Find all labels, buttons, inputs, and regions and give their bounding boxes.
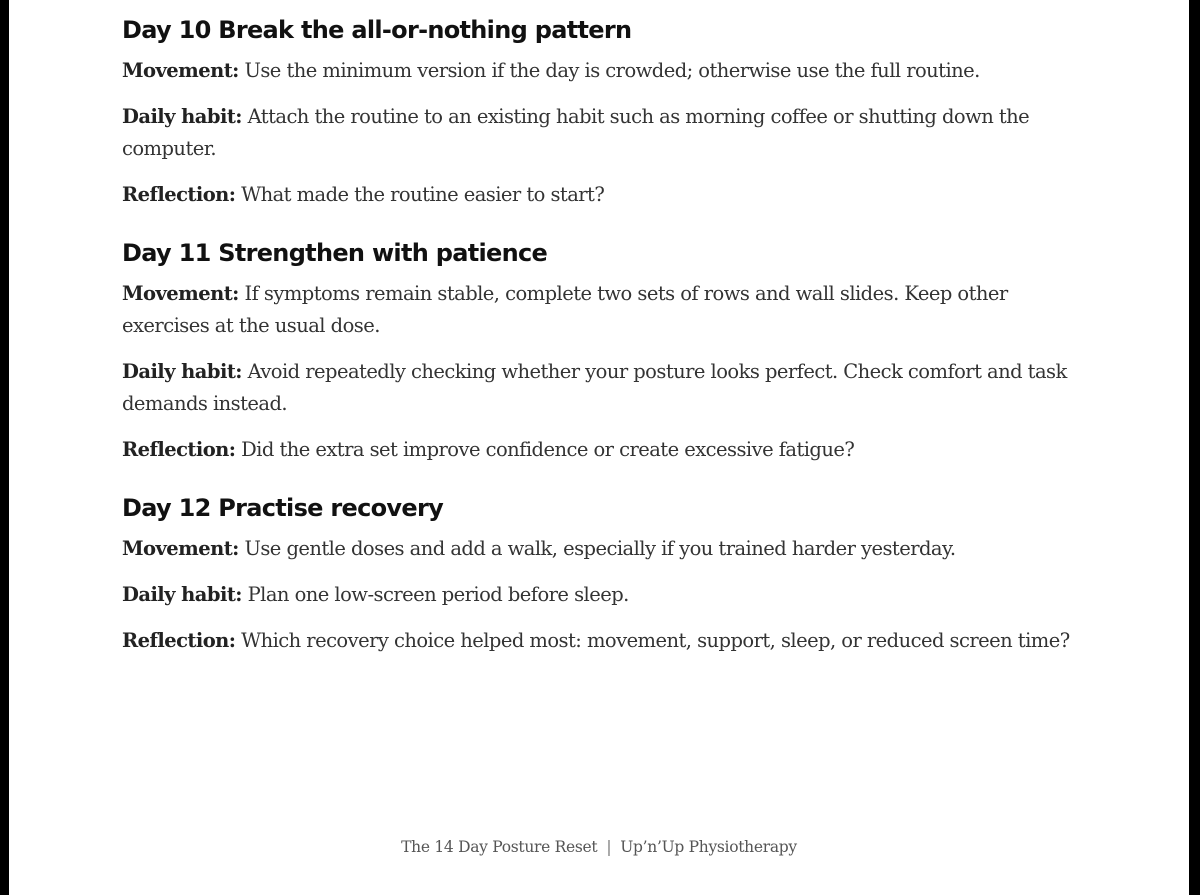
reflection-paragraph <box>122 179 1087 211</box>
reflection-label: Reflection: <box>122 438 236 461</box>
reflection-paragraph <box>122 434 1087 466</box>
reflection-paragraph <box>122 625 1087 657</box>
daily-habit-paragraph <box>122 101 1087 165</box>
reflection-label: Reflection: <box>122 629 236 652</box>
movement-paragraph <box>122 278 1087 342</box>
daily-habit-paragraph <box>122 579 1087 611</box>
footer-publisher: Up’n’Up Physiotherapy <box>620 838 797 856</box>
movement-paragraph <box>122 55 1087 87</box>
reflection-text: Did the extra set improve confidence or create excessive fatigue? <box>235 438 855 461</box>
movement-text: Use the minimum version if the day is crowded; otherwise use the full routine. <box>238 59 980 82</box>
daily-habit-label: Daily habit: <box>122 583 242 606</box>
footer-separator: | <box>606 838 612 856</box>
footer-title: The 14 Day Posture Reset <box>401 838 598 856</box>
daily-habit-text: Plan one low-screen period before sleep. <box>241 583 629 606</box>
movement-paragraph <box>122 533 1087 565</box>
day-12-section <box>122 486 1087 657</box>
reflection-label: Reflection: <box>122 183 236 206</box>
page-content <box>122 8 1087 671</box>
daily-habit-paragraph <box>122 356 1087 420</box>
movement-text: If symptoms remain stable, complete two sets of rows and wall slides. Keep other exercises at the usual dose. <box>122 282 1008 337</box>
page-footer <box>9 838 1189 856</box>
movement-text: Use gentle doses and add a walk, especially if you trained harder yesterday. <box>238 537 956 560</box>
movement-label: Movement: <box>122 282 239 305</box>
daily-habit-text: Avoid repeatedly checking whether your posture looks perfect. Check comfort and task demands instead. <box>122 360 1067 415</box>
day-heading: Day 11 Strengthen with patience <box>122 239 548 267</box>
day-heading: Day 12 Practise recovery <box>122 494 444 522</box>
daily-habit-label: Daily habit: <box>122 360 242 383</box>
reflection-text: Which recovery choice helped most: movement, support, sleep, or reduced screen time? <box>235 629 1070 652</box>
day-11-section <box>122 231 1087 466</box>
document-page <box>9 0 1189 895</box>
movement-label: Movement: <box>122 59 239 82</box>
day-heading: Day 10 Break the all-or-nothing pattern <box>122 16 632 44</box>
daily-habit-text: Attach the routine to an existing habit such as morning coffee or shutting down the computer. <box>122 105 1030 160</box>
day-10-section <box>122 8 1087 211</box>
reflection-text: What made the routine easier to start? <box>235 183 605 206</box>
daily-habit-label: Daily habit: <box>122 105 242 128</box>
movement-label: Movement: <box>122 537 239 560</box>
